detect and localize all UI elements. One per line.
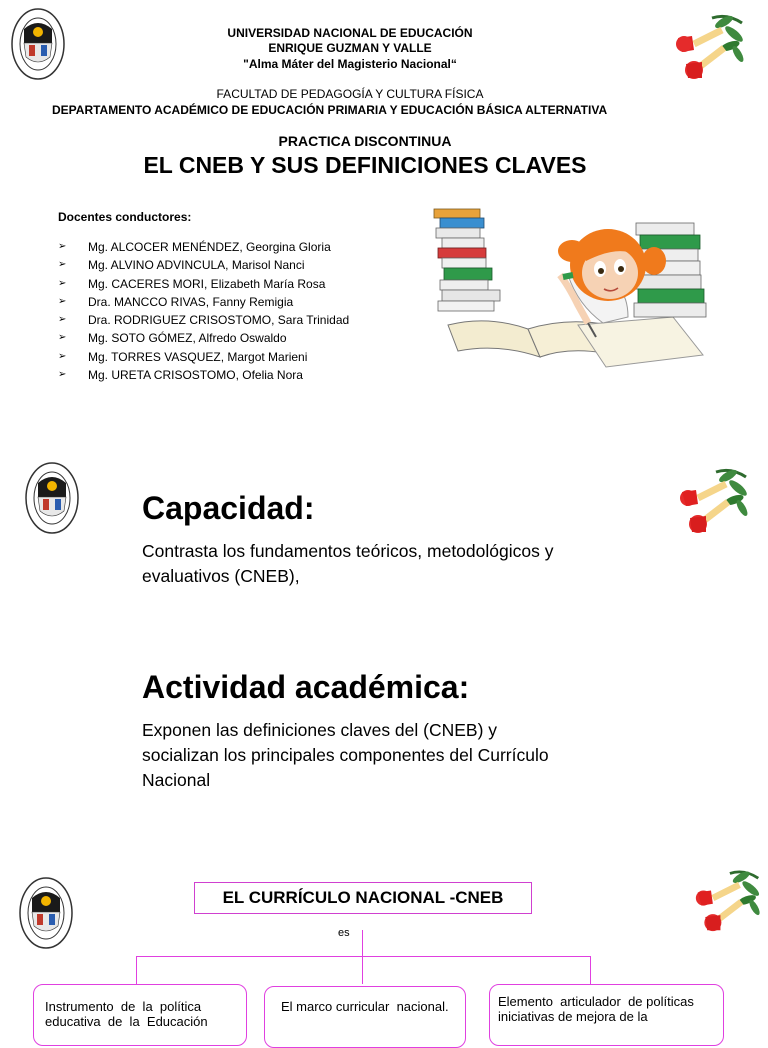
box-text: Instrumento de la política xyxy=(45,999,202,1014)
list-item: ➢ Mg. CACERES MORI, Elizabeth María Rosa xyxy=(58,275,349,293)
connector-line xyxy=(136,956,137,984)
flower-decoration-icon xyxy=(676,462,752,536)
activity-title: Actividad académica: xyxy=(142,669,470,705)
concept-map-title: EL CURRÍCULO NACIONAL -CNEB xyxy=(194,882,532,914)
slide-cover xyxy=(0,0,768,400)
bullet-arrow-icon: ➢ xyxy=(58,241,67,252)
bullet-arrow-icon: ➢ xyxy=(58,259,67,271)
slide-capacity xyxy=(0,440,768,840)
concept-box-framework xyxy=(264,986,466,1048)
list-item: ➢ Mg. URETA CRISOSTOMO, Ofelia Nora xyxy=(58,366,349,384)
university-seal-icon xyxy=(24,460,80,536)
concept-box-instrument xyxy=(33,984,247,1046)
university-seal-icon xyxy=(18,876,74,950)
slide-concept-map xyxy=(0,860,768,1029)
teachers-label: Docentes conductores: xyxy=(58,210,192,224)
box-text: educativa de la Educación xyxy=(45,1014,208,1029)
faculty-name: FACULTAD DE PEDAGOGÍA Y CULTURA FÍSICA xyxy=(216,87,484,101)
girl-studying-illustration xyxy=(428,205,713,370)
bullet-arrow-icon: ➢ xyxy=(58,332,67,344)
bullet-arrow-icon: ➢ xyxy=(58,295,67,307)
bullet-arrow-icon: ➢ xyxy=(58,350,67,362)
activity-text-line2: socializan los principales componentes del Currículo xyxy=(142,745,549,765)
concept-box-articulator xyxy=(489,984,724,1046)
bullet-arrow-icon: ➢ xyxy=(58,369,67,381)
capacity-text-line2: evaluativos (CNEB), xyxy=(142,566,300,586)
department-name: DEPARTAMENTO ACADÉMICO DE EDUCACIÓN PRIMARIA Y EDUCACIÓN BÁSICA ALTERNATIVA xyxy=(52,103,608,117)
bullet-arrow-icon: ➢ xyxy=(58,277,67,289)
university-name-line1: UNIVERSIDAD NACIONAL DE EDUCACIÓN xyxy=(227,26,473,40)
box-text: Elemento articulador de políticas xyxy=(498,994,694,1009)
connector-line xyxy=(362,930,363,984)
flower-decoration-icon xyxy=(690,864,766,934)
list-item: ➢ Dra. RODRIGUEZ CRISOSTOMO, Sara Trinidad xyxy=(58,311,349,329)
box-text: iniciativas de mejora de la xyxy=(498,1009,648,1024)
activity-text-line1: Exponen las definiciones claves del (CNEB) y xyxy=(142,720,498,740)
university-name-line2: ENRIQUE GUZMAN Y VALLE xyxy=(268,41,432,55)
connector-line xyxy=(136,956,591,957)
presentation-title: EL CNEB Y SUS DEFINICIONES CLAVES xyxy=(143,152,587,178)
practice-label: PRACTICA DISCONTINUA xyxy=(278,133,452,149)
list-item: ➢ Dra. MANCCO RIVAS, Fanny Remigia xyxy=(58,293,349,311)
connector-label: es xyxy=(338,927,350,939)
teachers-list xyxy=(58,238,349,384)
capacity-text-line1: Contrasta los fundamentos teóricos, metodológicos y xyxy=(142,541,554,561)
list-item: ➢ Mg. SOTO GÓMEZ, Alfredo Oswaldo xyxy=(58,329,349,347)
capacity-title: Capacidad: xyxy=(142,490,315,526)
activity-text-line3: Nacional xyxy=(142,770,211,790)
list-item: ➢ Mg. TORRES VASQUEZ, Margot Marieni xyxy=(58,348,349,366)
box-text: El marco curricular nacional. xyxy=(281,999,449,1014)
connector-line xyxy=(590,956,591,984)
list-item: ➢ Mg. ALVINO ADVINCULA, Marisol Nanci xyxy=(58,256,349,274)
bullet-arrow-icon: ➢ xyxy=(58,314,67,326)
list-item: ➢ Mg. ALCOCER MENÉNDEZ, Georgina Gloria xyxy=(58,238,349,256)
university-motto: "Alma Máter del Magisterio Nacional“ xyxy=(243,57,457,71)
